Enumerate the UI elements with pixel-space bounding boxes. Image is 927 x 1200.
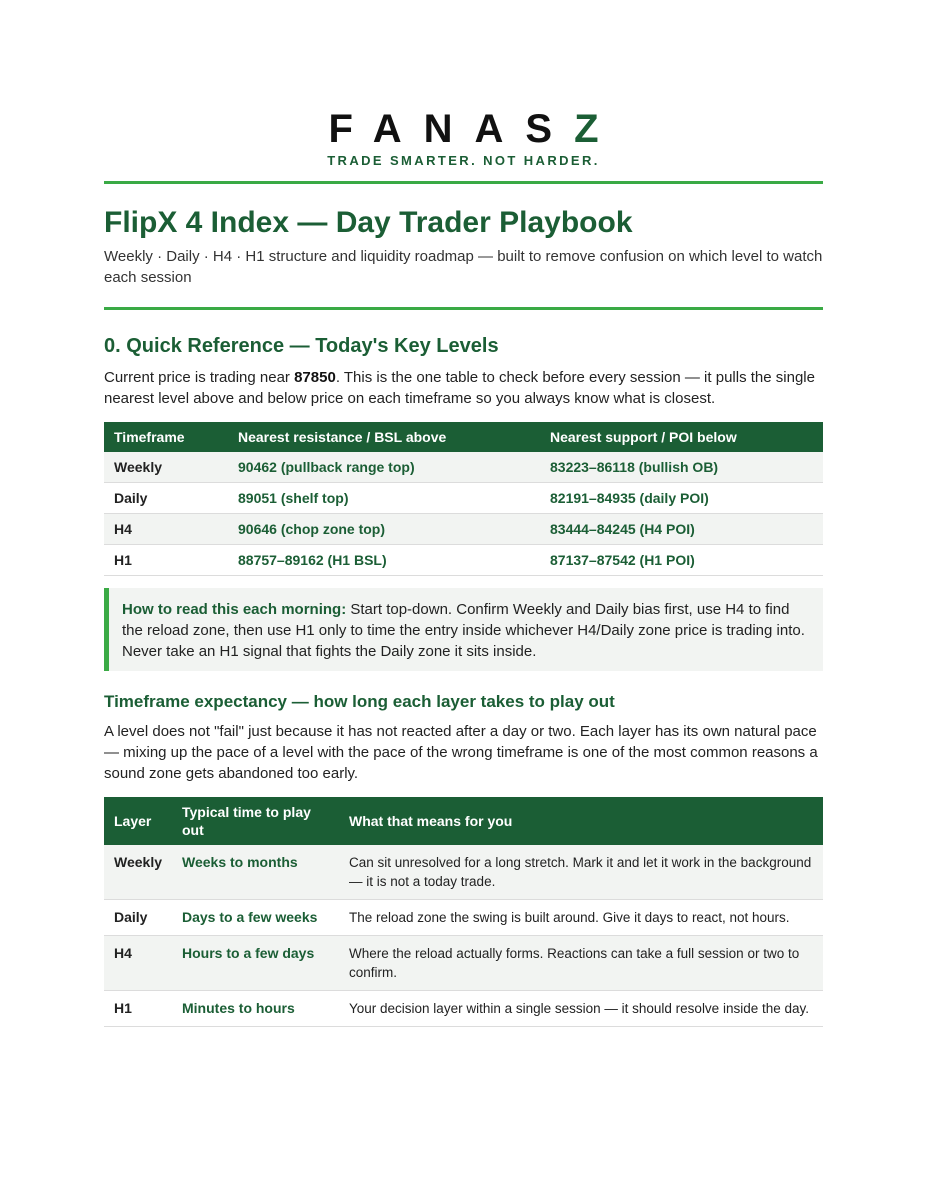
document-body	[104, 108, 823, 1027]
layer-cell: H1	[104, 991, 172, 1027]
meaning-cell: The reload zone the swing is built around. Give it days to react, not hours.	[339, 900, 823, 936]
table-row	[104, 483, 823, 514]
page-subtitle: Weekly · Daily · H4 · H1 structure and liquidity roadmap — built to remove confusion on which level to watch each session	[104, 248, 823, 286]
brand-tagline: TRADE SMARTER. NOT HARDER.	[327, 153, 600, 168]
expectancy-intro: A level does not "fail" just because it has not reacted after a day or two. Each layer has its own natural pace — mixing up the pace of a level with the pace of the wrong timeframe is one of the most common reasons a sound zone gets abandoned too early.	[104, 723, 818, 782]
resistance-cell: 90462 (pullback range top)	[228, 452, 540, 483]
logo-accent: Z	[574, 107, 621, 151]
table-header-row	[104, 422, 823, 452]
time-cell: Hours to a few days	[172, 936, 339, 991]
resistance-cell: 88757–89162 (H1 BSL)	[228, 545, 540, 576]
page-title: FlipX 4 Index — Day Trader Playbook	[104, 206, 633, 239]
meaning-cell: Your decision layer within a single session — it should resolve inside the day.	[339, 991, 823, 1027]
time-cell: Days to a few weeks	[172, 900, 339, 936]
table-row	[104, 991, 823, 1027]
timeframe-cell: Weekly	[104, 452, 228, 483]
header-divider	[104, 181, 823, 184]
time-cell: Weeks to months	[172, 845, 339, 900]
support-cell: 83444–84245 (H4 POI)	[540, 514, 823, 545]
meaning-cell: Can sit unresolved for a long stretch. Mark it and let it work in the background — it is not a today trade.	[339, 845, 823, 900]
timeframe-cell: H1	[104, 545, 228, 576]
title-divider	[104, 307, 823, 310]
column-header: Layer	[104, 797, 172, 845]
column-header: Nearest support / POI below	[540, 422, 823, 452]
resistance-cell: 90646 (chop zone top)	[228, 514, 540, 545]
key-levels-table	[104, 422, 823, 576]
intro-text-after: . This is the one table to check before every session — it pulls the single nearest level above and below price on each timeframe so you always know what is closest.	[104, 369, 815, 407]
layer-cell: H4	[104, 936, 172, 991]
section-heading-timeframe-expectancy: Timeframe expectancy — how long each layer takes to play out	[104, 692, 615, 711]
timeframe-cell: Daily	[104, 483, 228, 514]
morning-reading-note	[104, 588, 823, 671]
table-row	[104, 452, 823, 483]
brand-logo	[126, 108, 823, 150]
section-heading-quick-reference: 0. Quick Reference — Today's Key Levels	[104, 335, 499, 357]
intro-text-before: Current price is trading near	[104, 369, 295, 386]
support-cell: 87137–87542 (H1 POI)	[540, 545, 823, 576]
table-row	[104, 936, 823, 991]
resistance-cell: 89051 (shelf top)	[228, 483, 540, 514]
current-price: 87850	[294, 369, 336, 386]
column-header: What that means for you	[339, 797, 823, 845]
brand-header	[104, 108, 823, 168]
support-cell: 82191–84935 (daily POI)	[540, 483, 823, 514]
table-row	[104, 845, 823, 900]
table-row	[104, 545, 823, 576]
note-label: How to read this each morning:	[122, 601, 347, 618]
logo-main: FANAS	[328, 107, 575, 151]
table-header-row	[104, 797, 823, 845]
column-header: Typical time to play out	[172, 797, 339, 845]
support-cell: 83223–86118 (bullish OB)	[540, 452, 823, 483]
note-text: Start top-down. Confirm Weekly and Daily bias first, use H4 to find the reload zone, then use H1 only to time the entry inside whichever H4/Daily zone price is trading into. Never take an H1 signal that fights the Daily zone it sits inside.	[122, 601, 805, 660]
timeframe-expectancy-table	[104, 797, 823, 1027]
timeframe-cell: H4	[104, 514, 228, 545]
layer-cell: Daily	[104, 900, 172, 936]
meaning-cell: Where the reload actually forms. Reactions can take a full session or two to confirm.	[339, 936, 823, 991]
column-header: Nearest resistance / BSL above	[228, 422, 540, 452]
table-row	[104, 900, 823, 936]
time-cell: Minutes to hours	[172, 991, 339, 1027]
layer-cell: Weekly	[104, 845, 172, 900]
table-row	[104, 514, 823, 545]
column-header: Timeframe	[104, 422, 228, 452]
quick-reference-intro	[104, 367, 823, 409]
